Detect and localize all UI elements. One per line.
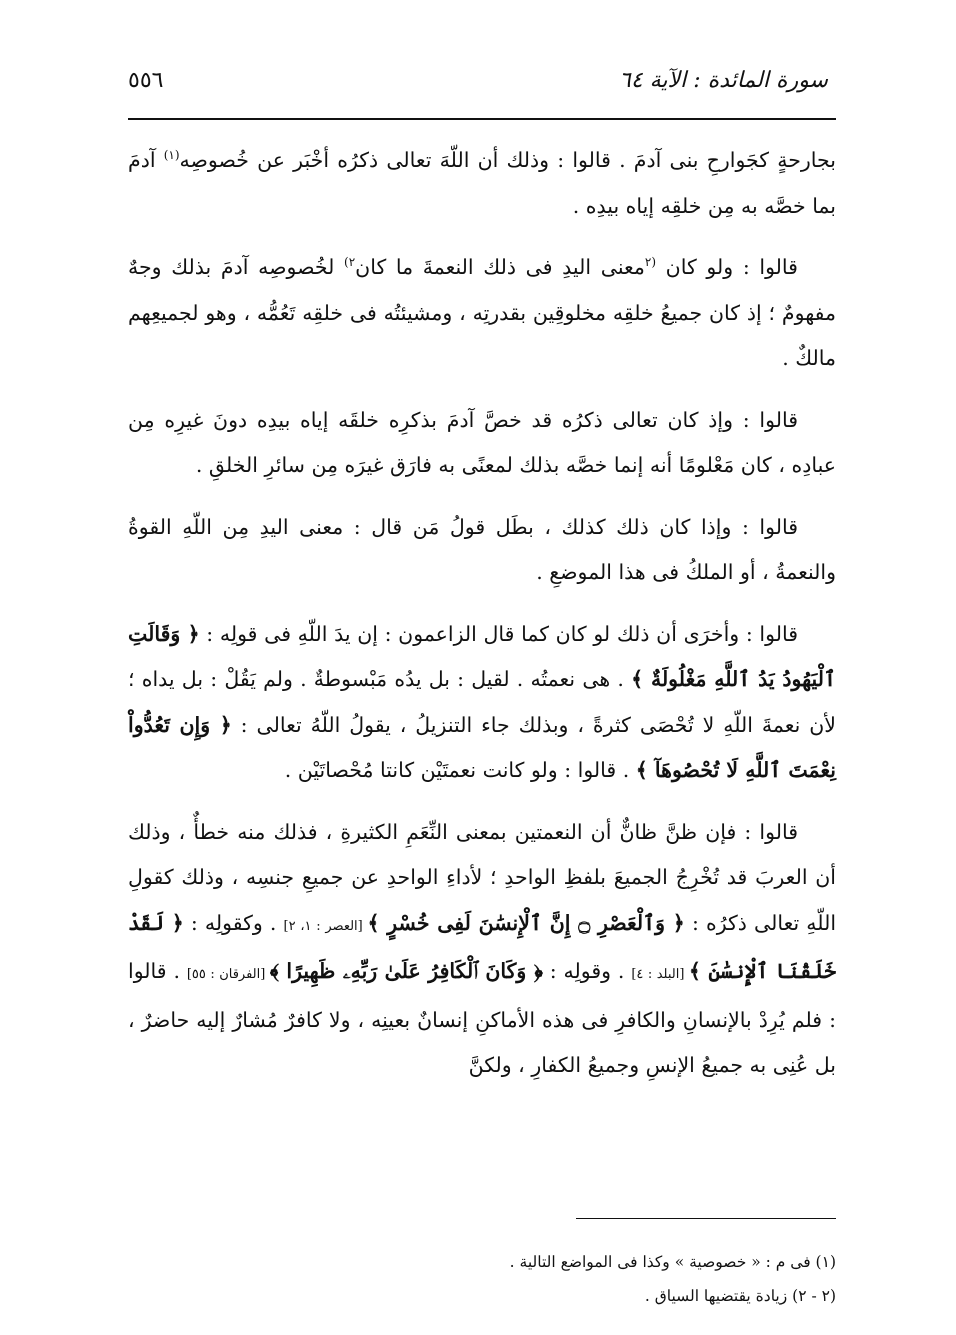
paragraph-text: . وكقولِه : bbox=[183, 910, 284, 935]
verse-reference: [الفرقان : ٥٥] bbox=[186, 967, 270, 982]
footnote-2: (٢ - ٢) زيادة يقتضيها السياق . bbox=[644, 1287, 836, 1305]
paragraph-text: قالوا : فإن ظنَّ ظانٌّ أن النعمتين بمعنى النِّعَمِ الكثيرةِ ، فذلك منه خطأٌ ، وذلك أن العربَ قد تُخْرِجُ الجميعَ بلفظِ الواحدِ ؛ لأداءِ الواحدِ عن جميعِ جنسِه ، وذلك كقولِ اللّهِ تعالى ذكرُه : bbox=[128, 819, 837, 935]
paragraph-3 bbox=[128, 398, 836, 489]
paragraph-text: معنى اليدِ فى ذلك النعمةَ ما كان bbox=[355, 255, 645, 279]
paragraph-4 bbox=[128, 505, 836, 596]
footnotes bbox=[128, 1245, 836, 1313]
verse-reference: [العصر : ١، ٢] bbox=[283, 918, 368, 934]
paragraph-text: قالوا : ولو كان bbox=[656, 255, 798, 279]
paragraph-6 bbox=[128, 810, 836, 1089]
footnote-rule bbox=[576, 1218, 836, 1219]
paragraph-2 bbox=[128, 245, 836, 382]
paragraph-text: آدمَ بما خصَّه به مِن خلقِه إياه بيدِه . bbox=[128, 148, 836, 218]
running-title: سورة المائدة : الآية ٦٤ bbox=[619, 67, 828, 93]
paragraph-1 bbox=[128, 138, 836, 229]
footnote-marker: (١) bbox=[163, 148, 180, 163]
paragraph-text: قالوا : وإذا كان ذلك كذلك ، بطَل قولُ مَن قال : معنى اليدِ مِن اللّهِ القوةُ والنعمةُ ، أو الملكُ فى هذا الموضعِ . bbox=[128, 514, 836, 584]
body-text bbox=[128, 138, 836, 1105]
paragraph-text: لخُصوصِه آدمَ بذلك وجهٌ مفهومٌ ؛ إذ كان جميعُ خلقِه مخلوقِين بقدرتِه ، ومشيئتُه فى خلقِه تَعُمُّه ، وهو لجميعِهم مالكٌ . bbox=[128, 255, 836, 370]
footnote-marker: (٢ bbox=[644, 255, 657, 270]
paragraph-text: قالوا : وأخرَى أن ذلك لو كان كما قال الزاعمون : إن يدَ اللّهِ فى قولِه : bbox=[199, 621, 798, 646]
paragraph-text: . قالوا : فلم يُرِدْ بالإنسانِ والكافرِ فى هذه الأماكنِ إنسانٌ بعينِه ، ولا كافرٌ مُشارٌ إليه حاضرٌ ، بل عُنِى به جميعُ الإنسِ وجميعُ الكفارِ ، ولكنَّ bbox=[128, 959, 836, 1077]
quran-quote: ﴿ لَقَدْ خَلَقْنَا ٱلْإِنسَٰنَ ﴾ bbox=[128, 910, 836, 983]
quran-quote: ﴿ وَٱلْعَصْرِ ۝ إِنَّ ٱلْإِنسَٰنَ لَفِى خُسْرٍ ﴾ bbox=[367, 910, 685, 935]
page-header bbox=[128, 60, 828, 100]
paragraph-text: . هى نعمتُه . لقيل : بل يدُه مَبْسوطةٌ . ولم يَقُلْ : بل يداه ؛ لأن نعمةَ اللّهِ لا تُحْصَى كثرةً ، وبذلك جاء التنزيلُ ، يقولُ اللّهُ تعالى : bbox=[128, 667, 836, 737]
paragraph-5 bbox=[128, 612, 836, 794]
quran-quote: ﴿ وَإِن تَعُدُّواْ نِعْمَتَ ٱللَّهِ لَا تُحْصُوهَآ ﴾ bbox=[128, 712, 836, 782]
quran-quote: ﴿ وَكَانَ ٱلْكَافِرُ عَلَىٰ رَبِّهِۦ ظَهِيرًا ﴾ bbox=[269, 959, 543, 983]
verse-reference: [البلد : ٤] bbox=[631, 967, 689, 982]
paragraph-text: . وقولِه : bbox=[542, 959, 632, 983]
footnote-1: (١) فى م : « خصوصية » وكذا فى المواضع التالية . bbox=[509, 1253, 836, 1271]
header-rule bbox=[128, 118, 836, 120]
footnote-marker: ٢) bbox=[344, 255, 356, 270]
paragraph-text: . قالوا : ولو كانت نعمتَيْن كانتا مُحْصاتَيْن . bbox=[284, 758, 636, 782]
paragraph-text: بجارحةٍ كجَوارحِ بنى آدمَ . قالوا : وذلك أن اللّهَ تعالى ذكرُه أخْبَر عن خُصوصِه bbox=[179, 148, 836, 172]
page-number: ٥٥٦ bbox=[128, 67, 164, 93]
paragraph-text: قالوا : وإذ كان تعالى ذكرُه قد خصَّ آدمَ بذكرِه خلقَه إياه بيدِه دونَ غيرِه مِن عبادِه ، كان مَعْلومًا أنه إنما خصَّه بذلك لمعنًى به فارَق غيرَه مِن سائرِ الخلقِ . bbox=[128, 407, 836, 477]
quran-quote: ﴿ وَقَالَتِ ٱلْيَهُودُ يَدُ ٱللَّهِ مَغْلُولَةٌ ﴾ bbox=[128, 621, 836, 691]
